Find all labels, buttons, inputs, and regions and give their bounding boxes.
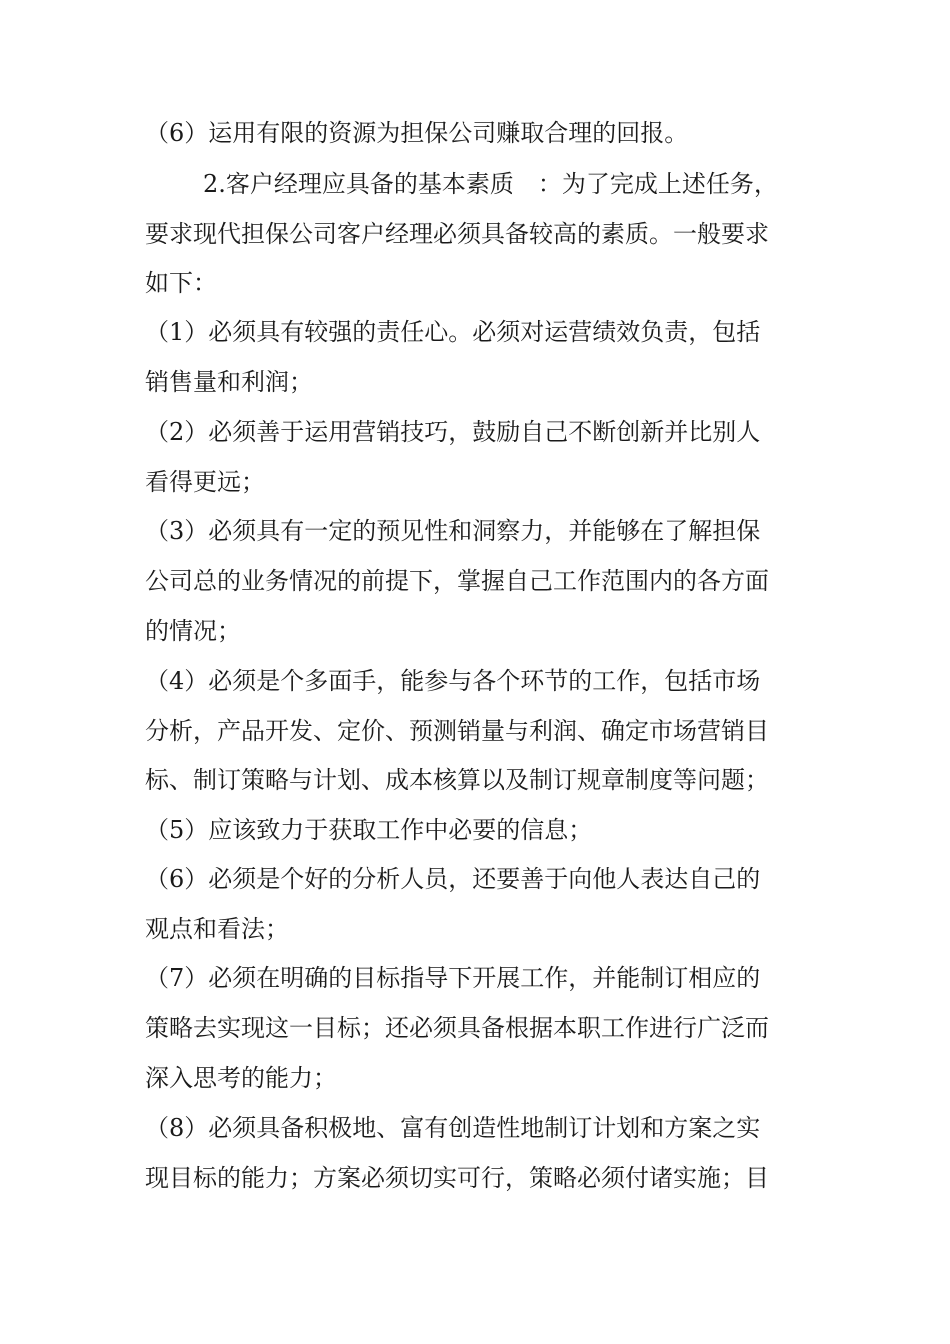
text-line: 观点和看法； bbox=[145, 915, 289, 943]
text-line: （6）必须是个好的分析人员，还要善于向他人表达自己的 bbox=[145, 865, 761, 893]
text-line: 的情况； bbox=[145, 617, 241, 645]
text-line: 2.客户经理应具备的基本素质 ：为了完成上述任务， bbox=[203, 170, 778, 198]
text-line: 公司总的业务情况的前提下，掌握自己工作范围内的各方面 bbox=[145, 567, 769, 595]
text-line: （5）应该致力于获取工作中必要的信息； bbox=[145, 816, 593, 844]
text-line: （4）必须是个多面手，能参与各个环节的工作，包括市场 bbox=[145, 667, 761, 695]
text-line: 销售量和利润； bbox=[145, 368, 313, 396]
text-line: 策略去实现这一目标；还必须具备根据本职工作进行广泛而 bbox=[145, 1014, 769, 1042]
text-line: （7）必须在明确的目标指导下开展工作，并能制订相应的 bbox=[145, 964, 761, 992]
text-line: 如下： bbox=[145, 269, 217, 297]
text-line: （8）必须具备积极地、富有创造性地制订计划和方案之实 bbox=[145, 1114, 761, 1142]
text-line: 分析，产品开发、定价、预测销量与利润、确定市场营销目 bbox=[145, 717, 769, 745]
text-line: 标、制订策略与计划、成本核算以及制订规章制度等问题； bbox=[145, 766, 769, 794]
text-line: （2）必须善于运用营销技巧，鼓励自己不断创新并比别人 bbox=[145, 418, 761, 446]
text-line: （1）必须具有较强的责任心。必须对运营绩效负责，包括 bbox=[145, 318, 761, 346]
text-line: 现目标的能力；方案必须切实可行，策略必须付诸实施；目 bbox=[145, 1164, 769, 1192]
text-line: （3）必须具有一定的预见性和洞察力，并能够在了解担保 bbox=[145, 517, 761, 545]
text-line: （6）运用有限的资源为担保公司赚取合理的回报。 bbox=[145, 119, 689, 147]
text-line: 深入思考的能力； bbox=[145, 1064, 337, 1092]
text-line: 要求现代担保公司客户经理必须具备较高的素质。一般要求 bbox=[145, 220, 769, 248]
text-line: 看得更远； bbox=[145, 468, 265, 496]
